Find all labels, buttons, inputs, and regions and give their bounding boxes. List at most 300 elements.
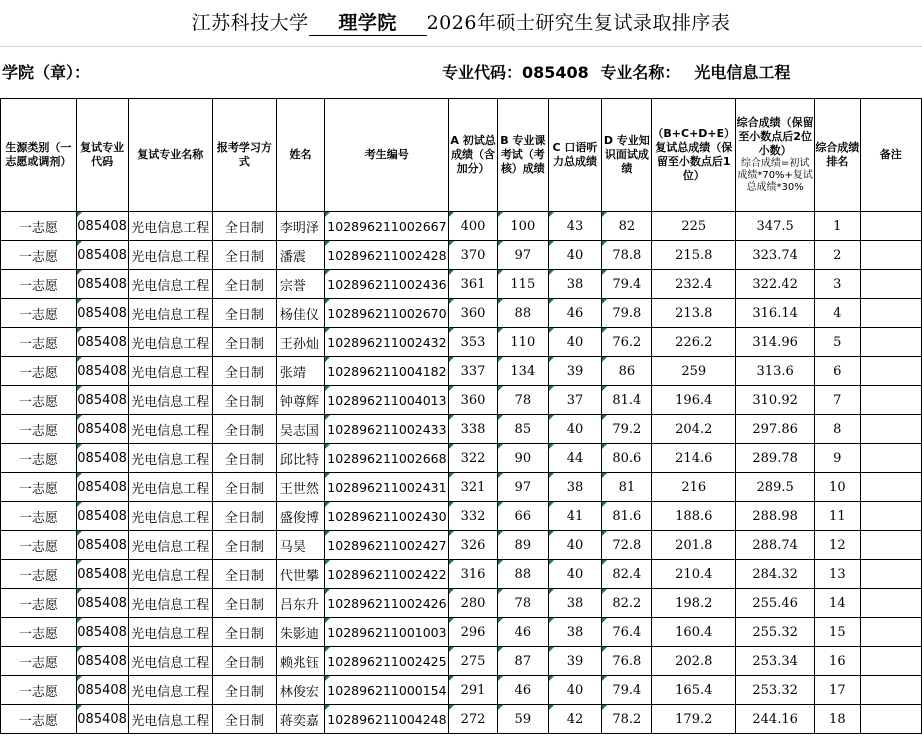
cell-rank: 16 [815, 647, 860, 676]
cell-name: 潘震 [276, 241, 324, 270]
cell-remark [860, 415, 921, 444]
cell-c: 40 [548, 328, 602, 357]
cell-mode: 全日制 [213, 589, 277, 618]
cell-name: 马昊 [276, 531, 324, 560]
cell-d: 78.8 [602, 241, 652, 270]
cell-exam-id: 102896211002433 [325, 415, 449, 444]
header-code: 复试专业代码 [76, 99, 128, 212]
header-total-note: 综合成绩=初试成绩*70%+复试总成绩*30% [737, 158, 813, 193]
cell-remark [860, 473, 921, 502]
cell-total: 253.34 [736, 647, 815, 676]
major-name-value: 光电信息工程 [694, 63, 791, 82]
cell-c: 39 [548, 357, 602, 386]
cell-remark [860, 531, 921, 560]
sheet-gridline [0, 46, 922, 47]
cell-d: 80.6 [602, 444, 652, 473]
cell-d: 82.2 [602, 589, 652, 618]
header-name: 姓名 [276, 99, 324, 212]
cell-d: 79.8 [602, 299, 652, 328]
cell-name: 王世然 [276, 473, 324, 502]
cell-mode: 全日制 [213, 328, 277, 357]
cell-remark [860, 560, 921, 589]
cell-exam-id: 102896211002427 [325, 531, 449, 560]
cell-source: 一志愿 [1, 212, 77, 241]
cell-name: 朱影迪 [276, 618, 324, 647]
cell-d: 81.4 [602, 386, 652, 415]
cell-source: 一志愿 [1, 560, 77, 589]
cell-name: 李明泽 [276, 212, 324, 241]
cell-remark [860, 444, 921, 473]
cell-d: 82 [602, 212, 652, 241]
cell-b: 97 [497, 241, 548, 270]
cell-retest-total: 165.4 [652, 676, 736, 705]
cell-d: 81.6 [602, 502, 652, 531]
cell-code: 085408 [76, 444, 128, 473]
cell-d: 79.2 [602, 415, 652, 444]
cell-rank: 15 [815, 618, 860, 647]
cell-total: 244.16 [736, 705, 815, 734]
cell-a: 332 [449, 502, 498, 531]
header-total [736, 99, 815, 212]
cell-a: 296 [449, 618, 498, 647]
cell-total: 310.92 [736, 386, 815, 415]
cell-total: 347.5 [736, 212, 815, 241]
cell-exam-id: 102896211002670 [325, 299, 449, 328]
cell-major: 光电信息工程 [128, 589, 212, 618]
cell-major: 光电信息工程 [128, 473, 212, 502]
cell-a: 291 [449, 676, 498, 705]
cell-rank: 7 [815, 386, 860, 415]
cell-retest-total: 196.4 [652, 386, 736, 415]
cell-mode: 全日制 [213, 502, 277, 531]
cell-d: 76.4 [602, 618, 652, 647]
cell-c: 38 [548, 589, 602, 618]
cell-remark [860, 705, 921, 734]
cell-a: 400 [449, 212, 498, 241]
cell-c: 39 [548, 647, 602, 676]
cell-b: 97 [497, 473, 548, 502]
cell-b: 66 [497, 502, 548, 531]
cell-total: 288.98 [736, 502, 815, 531]
cell-retest-total: 198.2 [652, 589, 736, 618]
cell-exam-id: 102896211002426 [325, 589, 449, 618]
header-total-main: 综合成绩（保留至小数点后2位小数） [736, 116, 814, 157]
table-row [1, 328, 922, 357]
table-row [1, 676, 922, 705]
header-mode: 报考学习方式 [213, 99, 277, 212]
cell-mode: 全日制 [213, 415, 277, 444]
cell-total: 316.14 [736, 299, 815, 328]
cell-remark [860, 357, 921, 386]
cell-major: 光电信息工程 [128, 502, 212, 531]
header-exam-id: 考生编号 [325, 99, 449, 212]
cell-name: 杨佳仪 [276, 299, 324, 328]
cell-source: 一志愿 [1, 299, 77, 328]
cell-major: 光电信息工程 [128, 386, 212, 415]
cell-retest-total: 259 [652, 357, 736, 386]
cell-a: 275 [449, 647, 498, 676]
table-row [1, 531, 922, 560]
cell-remark [860, 618, 921, 647]
header-retest-total: （B+C+D+E）复试总成绩（保留至小数点后1位） [652, 99, 736, 212]
cell-total: 255.32 [736, 618, 815, 647]
cell-d: 78.2 [602, 705, 652, 734]
cell-major: 光电信息工程 [128, 328, 212, 357]
header-c: C 口语听力总成绩 [548, 99, 602, 212]
cell-b: 78 [497, 589, 548, 618]
cell-name: 邱比特 [276, 444, 324, 473]
cell-code: 085408 [76, 299, 128, 328]
cell-code: 085408 [76, 270, 128, 299]
cell-d: 76.2 [602, 328, 652, 357]
cell-major: 光电信息工程 [128, 415, 212, 444]
cell-b: 78 [497, 386, 548, 415]
cell-exam-id: 102896211001003 [325, 618, 449, 647]
cell-major: 光电信息工程 [128, 444, 212, 473]
table-row [1, 589, 922, 618]
cell-source: 一志愿 [1, 647, 77, 676]
cell-major: 光电信息工程 [128, 299, 212, 328]
cell-a: 272 [449, 705, 498, 734]
table-row [1, 444, 922, 473]
cell-name: 钟尊辉 [276, 386, 324, 415]
cell-d: 76.8 [602, 647, 652, 676]
header-rank: 综合成绩排名 [815, 99, 860, 212]
cell-rank: 1 [815, 212, 860, 241]
cell-a: 280 [449, 589, 498, 618]
cell-mode: 全日制 [213, 212, 277, 241]
cell-mode: 全日制 [213, 560, 277, 589]
cell-name: 宗誉 [276, 270, 324, 299]
cell-rank: 2 [815, 241, 860, 270]
cell-b: 88 [497, 560, 548, 589]
cell-source: 一志愿 [1, 328, 77, 357]
header-remark: 备注 [860, 99, 921, 212]
cell-major: 光电信息工程 [128, 241, 212, 270]
cell-source: 一志愿 [1, 618, 77, 647]
cell-rank: 5 [815, 328, 860, 357]
cell-mode: 全日制 [213, 241, 277, 270]
college-seal-label: 学院（章）： [2, 63, 91, 82]
header-b: B 专业课考试（考核）成绩 [497, 99, 548, 212]
cell-rank: 18 [815, 705, 860, 734]
cell-total: 314.96 [736, 328, 815, 357]
cell-a: 322 [449, 444, 498, 473]
cell-name: 张靖 [276, 357, 324, 386]
cell-mode: 全日制 [213, 386, 277, 415]
cell-mode: 全日制 [213, 676, 277, 705]
cell-b: 89 [497, 531, 548, 560]
cell-retest-total: 201.8 [652, 531, 736, 560]
table-row [1, 705, 922, 734]
cell-exam-id: 102896211002428 [325, 241, 449, 270]
cell-mode: 全日制 [213, 705, 277, 734]
cell-c: 40 [548, 415, 602, 444]
table-row [1, 473, 922, 502]
cell-b: 85 [497, 415, 548, 444]
cell-major: 光电信息工程 [128, 357, 212, 386]
cell-exam-id: 102896211004013 [325, 386, 449, 415]
cell-code: 085408 [76, 386, 128, 415]
cell-exam-id: 102896211000154 [325, 676, 449, 705]
cell-exam-id: 102896211002432 [325, 328, 449, 357]
cell-remark [860, 589, 921, 618]
cell-rank: 6 [815, 357, 860, 386]
header-d: D 专业知识面试成绩 [602, 99, 652, 212]
cell-source: 一志愿 [1, 531, 77, 560]
cell-total: 289.5 [736, 473, 815, 502]
cell-exam-id: 102896211002668 [325, 444, 449, 473]
cell-major: 光电信息工程 [128, 531, 212, 560]
table-row [1, 212, 922, 241]
cell-rank: 8 [815, 415, 860, 444]
cell-a: 361 [449, 270, 498, 299]
cell-c: 40 [548, 241, 602, 270]
cell-rank: 17 [815, 676, 860, 705]
cell-retest-total: 215.8 [652, 241, 736, 270]
cell-retest-total: 225 [652, 212, 736, 241]
table-row [1, 270, 922, 299]
cell-a: 338 [449, 415, 498, 444]
cell-b: 46 [497, 676, 548, 705]
table-row [1, 647, 922, 676]
cell-rank: 3 [815, 270, 860, 299]
table-row [1, 386, 922, 415]
major-info [442, 60, 790, 83]
title-suffix: 2026年硕士研究生复试录取排序表 [426, 12, 731, 34]
cell-name: 盛俊博 [276, 502, 324, 531]
cell-a: 321 [449, 473, 498, 502]
cell-exam-id: 102896211004182 [325, 357, 449, 386]
cell-name: 王孙灿 [276, 328, 324, 357]
cell-source: 一志愿 [1, 270, 77, 299]
cell-b: 115 [497, 270, 548, 299]
cell-remark [860, 212, 921, 241]
cell-retest-total: 204.2 [652, 415, 736, 444]
cell-name: 代世攀 [276, 560, 324, 589]
cell-a: 316 [449, 560, 498, 589]
cell-mode: 全日制 [213, 299, 277, 328]
cell-mode: 全日制 [213, 618, 277, 647]
table-row [1, 357, 922, 386]
cell-name: 赖兆钰 [276, 647, 324, 676]
cell-major: 光电信息工程 [128, 676, 212, 705]
cell-remark [860, 676, 921, 705]
cell-remark [860, 328, 921, 357]
cell-mode: 全日制 [213, 444, 277, 473]
cell-d: 81 [602, 473, 652, 502]
cell-code: 085408 [76, 328, 128, 357]
cell-rank: 10 [815, 473, 860, 502]
cell-rank: 14 [815, 589, 860, 618]
cell-mode: 全日制 [213, 270, 277, 299]
cell-rank: 12 [815, 531, 860, 560]
cell-total: 288.74 [736, 531, 815, 560]
cell-c: 40 [548, 676, 602, 705]
cell-code: 085408 [76, 647, 128, 676]
cell-major: 光电信息工程 [128, 705, 212, 734]
cell-b: 46 [497, 618, 548, 647]
cell-retest-total: 210.4 [652, 560, 736, 589]
cell-retest-total: 179.2 [652, 705, 736, 734]
cell-b: 59 [497, 705, 548, 734]
cell-retest-total: 226.2 [652, 328, 736, 357]
cell-remark [860, 502, 921, 531]
cell-c: 41 [548, 502, 602, 531]
cell-code: 085408 [76, 415, 128, 444]
cell-d: 79.4 [602, 270, 652, 299]
cell-source: 一志愿 [1, 357, 77, 386]
cell-total: 297.86 [736, 415, 815, 444]
header-source: 生源类别（一志愿或调剂） [1, 99, 77, 212]
cell-exam-id: 102896211002436 [325, 270, 449, 299]
cell-total: 323.74 [736, 241, 815, 270]
cell-exam-id: 102896211002431 [325, 473, 449, 502]
cell-c: 40 [548, 531, 602, 560]
cell-c: 43 [548, 212, 602, 241]
cell-exam-id: 102896211002425 [325, 647, 449, 676]
cell-code: 085408 [76, 212, 128, 241]
table-body [1, 212, 922, 734]
cell-code: 085408 [76, 473, 128, 502]
cell-rank: 11 [815, 502, 860, 531]
cell-source: 一志愿 [1, 676, 77, 705]
cell-retest-total: 216 [652, 473, 736, 502]
cell-c: 38 [548, 270, 602, 299]
cell-mode: 全日制 [213, 647, 277, 676]
cell-total: 253.32 [736, 676, 815, 705]
cell-b: 90 [497, 444, 548, 473]
cell-b: 134 [497, 357, 548, 386]
cell-source: 一志愿 [1, 473, 77, 502]
header-a: A 初试总成绩（含加分） [449, 99, 498, 212]
cell-exam-id: 102896211002422 [325, 560, 449, 589]
cell-mode: 全日制 [213, 473, 277, 502]
major-code-label: 专业代码： [442, 63, 523, 82]
cell-total: 313.6 [736, 357, 815, 386]
cell-source: 一志愿 [1, 444, 77, 473]
cell-mode: 全日制 [213, 531, 277, 560]
page-title [0, 8, 922, 36]
cell-source: 一志愿 [1, 502, 77, 531]
cell-a: 353 [449, 328, 498, 357]
cell-rank: 4 [815, 299, 860, 328]
cell-name: 吕东升 [276, 589, 324, 618]
cell-retest-total: 202.8 [652, 647, 736, 676]
cell-d: 82.4 [602, 560, 652, 589]
cell-c: 42 [548, 705, 602, 734]
header-major: 复试专业名称 [128, 99, 212, 212]
cell-total: 255.46 [736, 589, 815, 618]
cell-c: 40 [548, 560, 602, 589]
cell-d: 72.8 [602, 531, 652, 560]
cell-source: 一志愿 [1, 241, 77, 270]
cell-code: 085408 [76, 705, 128, 734]
table-row [1, 299, 922, 328]
cell-retest-total: 214.6 [652, 444, 736, 473]
cell-source: 一志愿 [1, 415, 77, 444]
cell-exam-id: 102896211004248 [325, 705, 449, 734]
cell-code: 085408 [76, 241, 128, 270]
cell-source: 一志愿 [1, 705, 77, 734]
cell-c: 38 [548, 618, 602, 647]
cell-a: 326 [449, 531, 498, 560]
table-header-row [1, 99, 922, 212]
cell-total: 289.78 [736, 444, 815, 473]
cell-major: 光电信息工程 [128, 270, 212, 299]
cell-major: 光电信息工程 [128, 618, 212, 647]
table-row [1, 241, 922, 270]
cell-source: 一志愿 [1, 386, 77, 415]
cell-b: 110 [497, 328, 548, 357]
cell-major: 光电信息工程 [128, 560, 212, 589]
cell-code: 085408 [76, 531, 128, 560]
cell-name: 蒋奕嘉 [276, 705, 324, 734]
cell-retest-total: 160.4 [652, 618, 736, 647]
cell-remark [860, 647, 921, 676]
cell-c: 46 [548, 299, 602, 328]
cell-c: 38 [548, 473, 602, 502]
major-code-value: 085408 [522, 63, 589, 82]
cell-code: 085408 [76, 618, 128, 647]
cell-d: 86 [602, 357, 652, 386]
table-row [1, 618, 922, 647]
cell-mode: 全日制 [213, 357, 277, 386]
cell-b: 100 [497, 212, 548, 241]
cell-c: 44 [548, 444, 602, 473]
cell-c: 37 [548, 386, 602, 415]
cell-a: 360 [449, 299, 498, 328]
cell-total: 284.32 [736, 560, 815, 589]
cell-b: 88 [497, 299, 548, 328]
cell-remark [860, 299, 921, 328]
cell-exam-id: 102896211002667 [325, 212, 449, 241]
cell-code: 085408 [76, 357, 128, 386]
cell-d: 79.4 [602, 676, 652, 705]
ranking-table [0, 98, 922, 734]
cell-code: 085408 [76, 589, 128, 618]
cell-code: 085408 [76, 560, 128, 589]
cell-a: 337 [449, 357, 498, 386]
cell-a: 370 [449, 241, 498, 270]
cell-remark [860, 270, 921, 299]
cell-retest-total: 213.8 [652, 299, 736, 328]
cell-source: 一志愿 [1, 589, 77, 618]
cell-major: 光电信息工程 [128, 647, 212, 676]
cell-rank: 9 [815, 444, 860, 473]
title-prefix: 江苏科技大学 [191, 12, 309, 34]
cell-retest-total: 232.4 [652, 270, 736, 299]
cell-remark [860, 241, 921, 270]
cell-code: 085408 [76, 676, 128, 705]
table-row [1, 560, 922, 589]
table-row [1, 502, 922, 531]
cell-b: 87 [497, 647, 548, 676]
cell-major: 光电信息工程 [128, 212, 212, 241]
cell-remark [860, 386, 921, 415]
cell-exam-id: 102896211002430 [325, 502, 449, 531]
cell-name: 吴志国 [276, 415, 324, 444]
major-name-label: 专业名称： [600, 63, 681, 82]
title-college [309, 8, 427, 36]
table-row [1, 415, 922, 444]
cell-rank: 13 [815, 560, 860, 589]
cell-name: 林俊宏 [276, 676, 324, 705]
cell-retest-total: 188.6 [652, 502, 736, 531]
cell-a: 360 [449, 386, 498, 415]
cell-total: 322.42 [736, 270, 815, 299]
title-college-text: 理学院 [338, 12, 397, 34]
